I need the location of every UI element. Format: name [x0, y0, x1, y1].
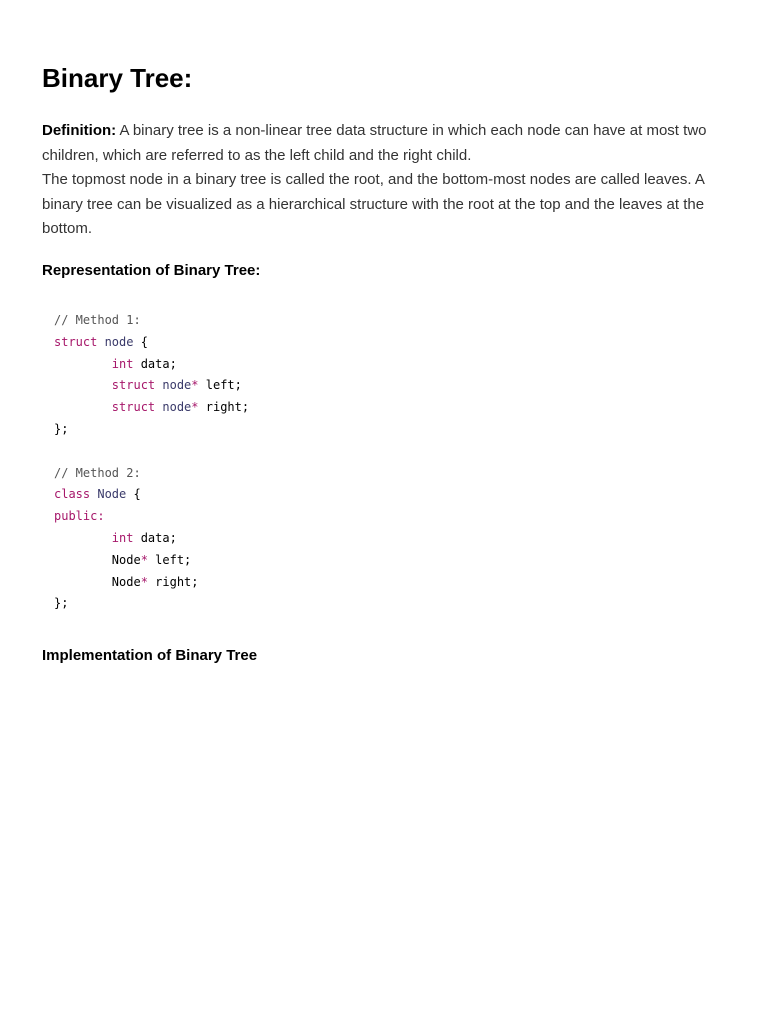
code-line [54, 354, 249, 376]
code-token-keyword: * [191, 400, 199, 415]
code-token-plain: left; [198, 378, 242, 393]
code-token-type: node [97, 334, 134, 349]
code-token-comment: // Method 2: [54, 465, 141, 480]
code-token-plain: }; [54, 596, 69, 611]
code-token-keyword: * [140, 552, 148, 567]
code-line [54, 397, 249, 419]
code-line [54, 593, 249, 615]
code-token-plain [54, 531, 112, 545]
code-line [54, 484, 249, 506]
code-token-plain: { [126, 487, 141, 502]
code-token-keyword: int [111, 530, 134, 545]
code-token-plain: { [133, 334, 148, 349]
code-token-plain [54, 357, 112, 371]
code-token-keyword: * [140, 574, 148, 589]
code-token-plain [54, 553, 112, 567]
definition-text: A binary tree is a non-linear tree data structure in which each node can have at most two children, which are referred to as the left child and the right child. [42, 122, 707, 164]
code-token-plain: right; [147, 574, 199, 589]
code-token-type: node [155, 400, 192, 415]
code-token-plain: Node [111, 574, 141, 589]
code-block [54, 310, 249, 615]
code-token-type: node [155, 378, 192, 393]
code-line [54, 375, 249, 397]
definition-text-continued: The topmost node in a binary tree is called the root, and the bottom-most nodes are called leaves. A binary tree can be visualized as a hierarchical structure with the root at the top and the leaves at the bottom. [42, 171, 705, 238]
code-line [54, 572, 249, 594]
code-line [54, 441, 249, 463]
code-line [54, 332, 249, 354]
page-title: Binary Tree: [42, 63, 193, 93]
code-token-plain: Node [111, 552, 141, 567]
code-token-plain: right; [198, 400, 250, 415]
code-line [54, 506, 249, 528]
code-token-plain [54, 575, 112, 589]
code-line [54, 528, 249, 550]
code-line [54, 310, 249, 332]
implementation-heading: Implementation of Binary Tree [42, 647, 258, 664]
code-token-keyword: public: [54, 509, 105, 524]
code-token-plain: data; [133, 530, 177, 545]
representation-heading: Representation of Binary Tree: [42, 262, 261, 279]
code-token-keyword: struct [111, 400, 156, 415]
code-token-plain: }; [54, 421, 69, 436]
code-token-keyword: struct [54, 334, 98, 349]
code-token-plain: left; [147, 552, 192, 567]
code-token-keyword: struct [111, 378, 156, 393]
definition-paragraph [42, 119, 722, 242]
code-token-plain [54, 378, 112, 392]
code-line [54, 463, 249, 485]
definition-label: Definition: [42, 122, 117, 139]
code-token-comment: // Method 1: [54, 313, 141, 327]
code-token-plain [54, 400, 112, 414]
code-token-keyword: * [191, 378, 199, 393]
code-line [54, 550, 249, 572]
code-line [54, 419, 249, 441]
code-token-keyword: int [111, 356, 134, 371]
code-token-keyword: class [54, 487, 91, 502]
code-token-type: Node [90, 487, 127, 502]
code-token-plain: data; [133, 356, 177, 371]
